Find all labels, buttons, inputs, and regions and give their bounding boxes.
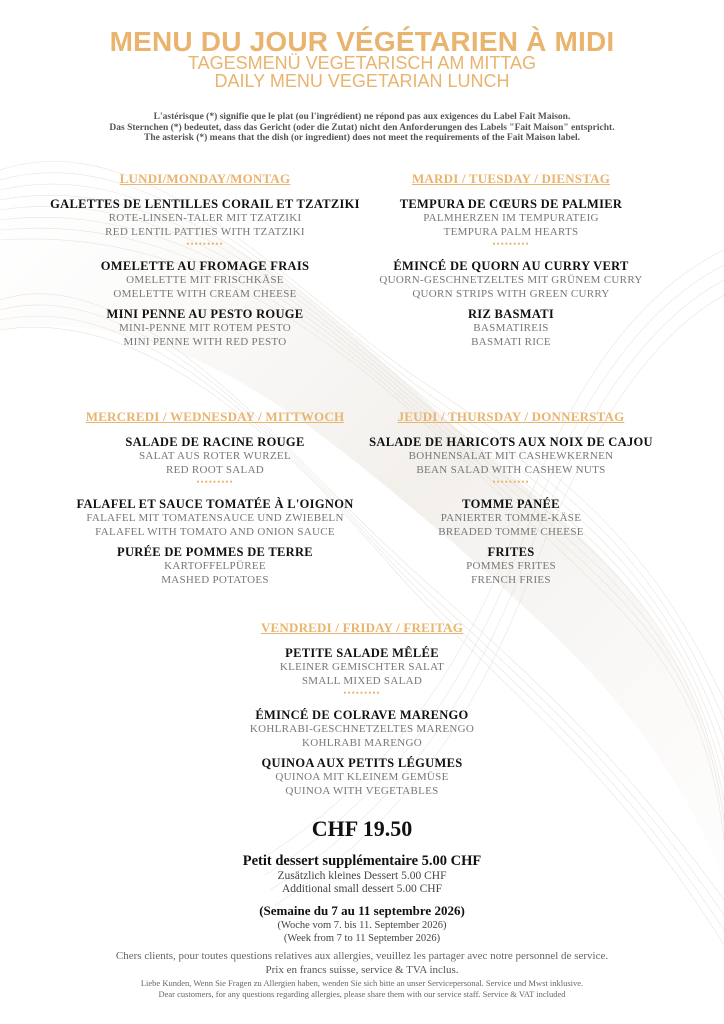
dish-name: ÉMINCÉ DE QUORN AU CURRY VERT bbox=[393, 259, 629, 273]
dish-name: SALADE DE RACINE ROUGE bbox=[125, 435, 305, 449]
dish-de: PALMHERZEN IM TEMPURATEIG bbox=[423, 212, 599, 224]
dish-name: PETITE SALADE MÊLÉE bbox=[285, 646, 439, 660]
dish-en: OMELETTE WITH CREAM CHEESE bbox=[113, 287, 297, 300]
dish-en: QUORN STRIPS WITH GREEN CURRY bbox=[412, 287, 610, 300]
day-heading: VENDREDI / FRIDAY / FREITAG bbox=[260, 620, 464, 635]
menu-title-fr: MENU DU JOUR VÉGÉTARIEN À MIDI bbox=[109, 26, 615, 57]
day-thursday bbox=[346, 409, 676, 587]
dish-name: GALETTES DE LENTILLES CORAIL ET TZATZIKI bbox=[50, 197, 360, 211]
dish-en: TEMPURA PALM HEARTS bbox=[443, 225, 579, 238]
dessert-en: Additional small dessert 5.00 CHF bbox=[281, 883, 443, 895]
dish-de: FALAFEL MIT TOMATENSAUCE UND ZWIEBELN bbox=[86, 512, 344, 524]
dish-separator: ••••••••• bbox=[492, 477, 530, 487]
dish-de: PANIERTER TOMME-KÄSE bbox=[440, 512, 582, 524]
day-heading: MARDI / TUESDAY / DIENSTAG bbox=[411, 171, 611, 186]
day-heading: JEUDI / THURSDAY / DONNERSTAG bbox=[397, 409, 625, 424]
dish-de: MINI-PENNE MIT ROTEM PESTO bbox=[118, 322, 292, 334]
dish-name: FRITES bbox=[487, 545, 535, 559]
dish-name: TOMME PANÉE bbox=[462, 497, 560, 511]
dish-en: SMALL MIXED SALAD bbox=[301, 674, 423, 687]
dessert-fr: Petit dessert supplémentaire 5.00 CHF bbox=[242, 853, 482, 869]
dish-en: RED LENTIL PATTIES WITH TZATZIKI bbox=[105, 225, 305, 238]
dish-de: KOHLRABI-GESCHNETZELTES MARENGO bbox=[249, 723, 475, 735]
dish-de: SALAT AUS ROTER WURZEL bbox=[139, 450, 291, 462]
week-fr: (Semaine du 7 au 11 septembre 2026) bbox=[259, 903, 465, 918]
dessert-info bbox=[0, 853, 724, 896]
allergy-notice-en: Dear customers, for any questions regarding allergies, please share them with our service staff. Service & VAT included bbox=[158, 989, 566, 999]
allergy-notice-de-en bbox=[0, 978, 724, 1000]
menu-title-en: DAILY MENU VEGETARIAN LUNCH bbox=[214, 71, 510, 91]
notice-fr: L'astérisque (*) signifie que le plat (ou l'ingrédient) ne répond pas aux exigences du Label Fait Maison. bbox=[153, 112, 571, 122]
dish-en: KOHLRABI MARENGO bbox=[302, 736, 422, 749]
dish-de: KARTOFFELPÜREE bbox=[164, 560, 266, 572]
dish-de: ROTE-LINSEN-TALER MIT TZATZIKI bbox=[108, 212, 302, 224]
dish-en: FRENCH FRIES bbox=[471, 573, 551, 586]
day-heading: MERCREDI / WEDNESDAY / MITTWOCH bbox=[85, 409, 345, 424]
dish-de: KLEINER GEMISCHTER SALAT bbox=[279, 661, 445, 673]
menu-price: CHF 19.50 bbox=[311, 816, 413, 841]
price-notice-fr: Prix en francs suisse, service & TVA inclus. bbox=[265, 964, 459, 976]
week-en: (Week from 7 to 11 September 2026) bbox=[283, 933, 441, 944]
week-info bbox=[0, 903, 724, 945]
dish-en: QUINOA WITH VEGETABLES bbox=[285, 784, 439, 797]
day-heading: LUNDI/MONDAY/MONTAG bbox=[119, 171, 291, 186]
day-tuesday bbox=[346, 171, 676, 349]
dish-en: MINI PENNE WITH RED PESTO bbox=[123, 335, 287, 348]
dish-name: ÉMINCÉ DE COLRAVE MARENGO bbox=[255, 708, 469, 722]
dish-name: RIZ BASMATI bbox=[467, 307, 555, 321]
dish-en: RED ROOT SALAD bbox=[165, 463, 265, 476]
dish-de: BASMATIREIS bbox=[473, 322, 549, 334]
dish-de: BOHNENSALAT MIT CASHEWKERNEN bbox=[408, 450, 614, 462]
dish-de: QUORN-GESCHNETZELTES MIT GRÜNEM CURRY bbox=[379, 274, 643, 286]
dish-de: POMMES FRITES bbox=[466, 560, 556, 572]
day-wednesday bbox=[50, 409, 380, 587]
dish-en: BASMATI RICE bbox=[471, 335, 551, 348]
dish-de: QUINOA MIT KLEINEM GEMÜSE bbox=[275, 771, 449, 783]
dish-en: FALAFEL WITH TOMATO AND ONION SAUCE bbox=[95, 525, 335, 538]
dish-name: SALADE DE HARICOTS AUX NOIX DE CAJOU bbox=[369, 435, 653, 449]
dessert-de: Zusätzlich kleines Dessert 5.00 CHF bbox=[277, 870, 447, 882]
allergy-notice-fr: Chers clients, pour toutes questions relatives aux allergies, veuillez les partager avec notre personnel de service. bbox=[115, 950, 609, 962]
dish-separator: ••••••••• bbox=[343, 688, 381, 698]
dish-separator: ••••••••• bbox=[492, 239, 530, 249]
dish-de: OMELETTE MIT FRISCHKÄSE bbox=[126, 274, 284, 286]
dish-separator: ••••••••• bbox=[186, 239, 224, 249]
menu-title-de: TAGESMENÜ VEGETARISCH AM MITTAG bbox=[187, 53, 537, 73]
notice-en: The asterisk (*) means that the dish (or ingredient) does not meet the requirements of the Fait Maison label. bbox=[143, 133, 580, 143]
dish-name: QUINOA AUX PETITS LÉGUMES bbox=[261, 756, 463, 770]
dish-en: MASHED POTATOES bbox=[161, 573, 269, 586]
day-monday bbox=[40, 171, 370, 349]
dish-en: BEAN SALAD WITH CASHEW NUTS bbox=[416, 463, 606, 476]
dish-en: BREADED TOMME CHEESE bbox=[438, 525, 584, 538]
allergy-notice-de: Liebe Kunden, Wenn Sie Fragen zu Allergien haben, wenden Sie sich bitte an unser Servicepersonal. Service und Mwst inklusive. bbox=[140, 978, 584, 988]
notice-de: Das Sternchen (*) bedeutet, dass das Gericht (oder die Zutat) nicht den Anforderungen des Labels "Fait Maison" entspricht. bbox=[109, 122, 615, 133]
dish-separator: ••••••••• bbox=[196, 477, 234, 487]
dish-name: FALAFEL ET SAUCE TOMATÉE À L'OIGNON bbox=[76, 497, 354, 511]
dish-name: TEMPURA DE CŒURS DE PALMIER bbox=[399, 197, 623, 211]
day-friday bbox=[197, 620, 527, 798]
dish-name: OMELETTE AU FROMAGE FRAIS bbox=[100, 259, 310, 273]
dish-name: PURÉE DE POMMES DE TERRE bbox=[117, 545, 313, 559]
label-notice bbox=[0, 112, 724, 144]
week-de: (Woche vom 7. bis 11. September 2026) bbox=[277, 920, 447, 931]
dish-name: MINI PENNE AU PESTO ROUGE bbox=[106, 307, 304, 321]
